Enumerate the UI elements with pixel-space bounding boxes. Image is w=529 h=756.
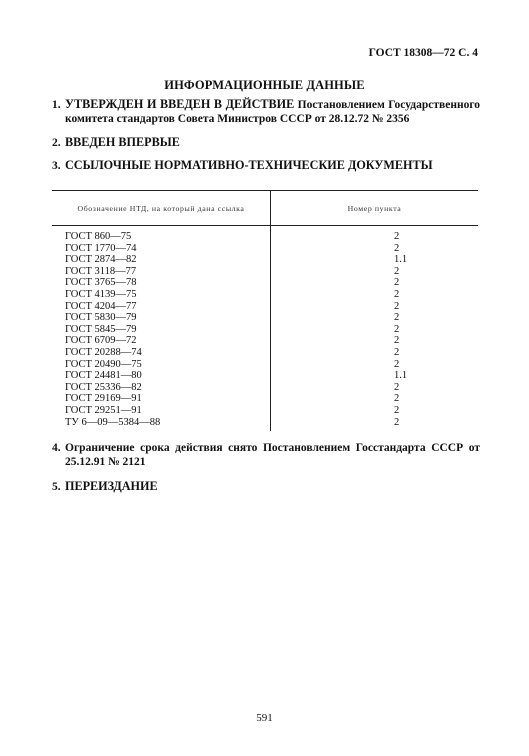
info-item-reference-docs	[52, 158, 480, 173]
table-row	[52, 266, 478, 278]
info-item-first-introduced	[52, 135, 480, 150]
cell-clause-number: 2	[394, 416, 400, 428]
table-row	[52, 254, 478, 266]
cell-clause-number: 1.1	[394, 370, 408, 382]
cell-document-designation: ГОСТ 29169—91	[52, 393, 271, 405]
cell-clause-number: 2	[394, 335, 400, 347]
table-row	[52, 347, 478, 359]
cell-document-designation: ГОСТ 860—75	[52, 226, 271, 243]
column-header-document: Обозначение НТД, на который дана ссылка	[52, 191, 271, 226]
table-row	[52, 226, 478, 243]
info-item-approved	[52, 97, 480, 126]
table-row	[52, 370, 478, 382]
table-row	[52, 243, 478, 255]
table-row	[52, 359, 478, 371]
cell-clause-number: 2	[394, 346, 400, 358]
item-number: 4.	[52, 442, 61, 454]
info-item-reissue	[52, 479, 480, 494]
item-number: 5.	[52, 481, 61, 493]
cell-document-designation: ГОСТ 24481—80	[52, 370, 271, 382]
cell-clause-number: 2	[394, 323, 400, 335]
table-row	[52, 324, 478, 336]
cell-document-designation: ГОСТ 1770—74	[52, 243, 271, 255]
item-heading: ВВЕДЕН ВПЕРВЫЕ	[65, 135, 180, 149]
item-text-line2: 25.12.91 № 2121	[65, 456, 146, 468]
table-row	[52, 312, 478, 324]
cell-clause-number: 2	[394, 300, 400, 312]
table-row	[52, 417, 478, 432]
reference-documents-table	[52, 190, 478, 431]
cell-clause-number: 2	[394, 242, 400, 254]
table-row	[52, 393, 478, 405]
table-header-row	[52, 191, 478, 226]
table-row	[52, 277, 478, 289]
cell-clause-number: 2	[394, 277, 400, 289]
page-number: 591	[256, 712, 273, 724]
cell-document-designation: ГОСТ 3765—78	[52, 277, 271, 289]
cell-clause-number: 2	[394, 265, 400, 277]
cell-clause-number: 2	[394, 393, 400, 405]
column-header-clause: Номер пункта	[271, 191, 479, 226]
cell-document-designation: ГОСТ 4139—75	[52, 289, 271, 301]
table-row	[52, 289, 478, 301]
cell-document-designation: ГОСТ 29251—91	[52, 405, 271, 417]
cell-document-designation: ГОСТ 25336—82	[52, 382, 271, 394]
item-text-line1: Ограничение срока действия снято Постановлением Госстандарта СССР от	[65, 442, 480, 454]
table-row	[52, 301, 478, 313]
info-item-validity-removed	[52, 441, 480, 469]
item-heading: УТВЕРЖДЕН И ВВЕДЕН В ДЕЙСТВИЕ	[65, 97, 295, 111]
cell-document-designation: ГОСТ 4204—77	[52, 301, 271, 313]
cell-document-designation: ТУ 6—09—5384—88	[52, 417, 271, 432]
cell-document-designation: ГОСТ 5845—79	[52, 324, 271, 336]
cell-document-designation: ГОСТ 2874—82	[52, 254, 271, 266]
cell-clause-number: 2	[394, 288, 400, 300]
item-text-line2: комитета стандартов Совета Министров СССР от 28.12.72 № 2356	[65, 113, 410, 125]
cell-clause-number: 2	[394, 404, 400, 416]
item-heading: ПЕРЕИЗДАНИЕ	[65, 479, 158, 493]
item-text-line1: Постановлением Государственного	[297, 99, 481, 111]
cell-clause-number: 1.1	[394, 254, 408, 266]
page-title: ИНФОРМАЦИОННЫЕ ДАННЫЕ	[164, 78, 365, 92]
item-number: 1.	[52, 99, 61, 111]
item-number: 3.	[52, 160, 61, 172]
cell-clause-number: 2	[394, 231, 400, 242]
cell-document-designation: ГОСТ 20490—75	[52, 359, 271, 371]
table-row	[52, 382, 478, 394]
table-row	[52, 335, 478, 347]
cell-document-designation: ГОСТ 20288—74	[52, 347, 271, 359]
document-header-ref: ГОСТ 18308—72 С. 4	[368, 47, 478, 59]
cell-document-designation: ГОСТ 6709—72	[52, 335, 271, 347]
cell-clause-number: 2	[394, 381, 400, 393]
table-row	[52, 405, 478, 417]
cell-clause-number: 2	[394, 312, 400, 324]
cell-document-designation: ГОСТ 5830—79	[52, 312, 271, 324]
item-heading: ССЫЛОЧНЫЕ НОРМАТИВНО-ТЕХНИЧЕСКИЕ ДОКУМЕНТЫ	[65, 158, 433, 172]
cell-clause-number: 2	[394, 358, 400, 370]
cell-document-designation: ГОСТ 3118—77	[52, 266, 271, 278]
item-number: 2.	[52, 137, 61, 149]
